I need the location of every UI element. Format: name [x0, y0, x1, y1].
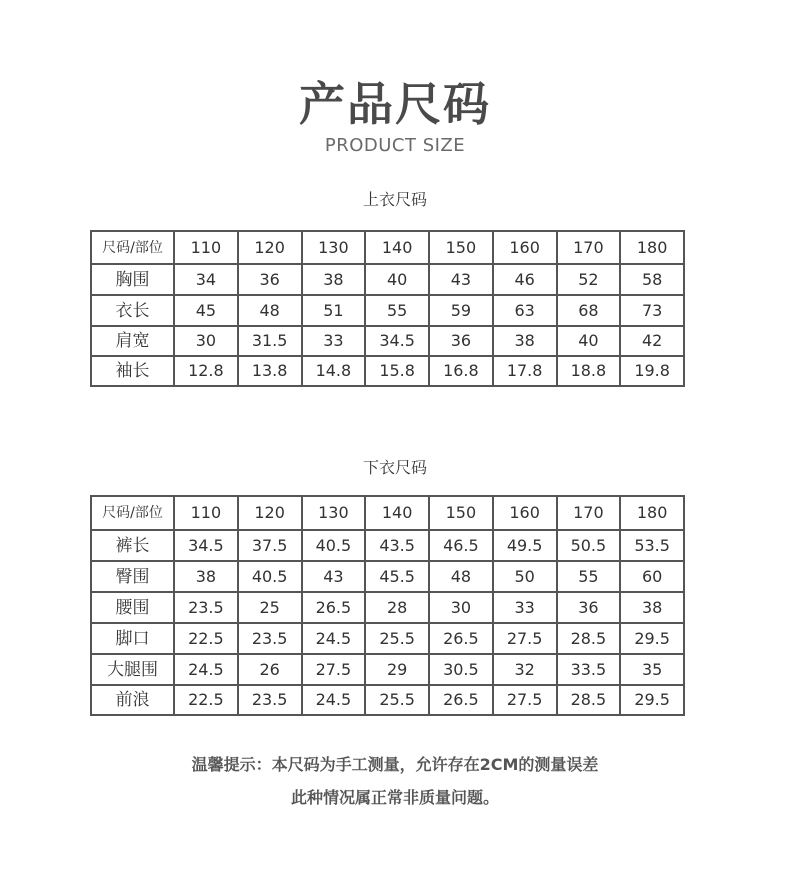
- row-label: 脚口: [91, 623, 174, 654]
- table-cell: 28: [365, 592, 429, 623]
- table-cell: 28.5: [557, 623, 621, 654]
- table-cell: 40: [365, 264, 429, 295]
- size-header-cell: 180: [620, 231, 684, 264]
- table-cell: 29.5: [620, 685, 684, 715]
- table-cell: 30.5: [429, 654, 493, 685]
- table-row: [91, 561, 684, 592]
- size-header-cell: 120: [238, 231, 302, 264]
- table-row: [91, 326, 684, 356]
- table-cell: 34: [174, 264, 238, 295]
- table-row: [91, 654, 684, 685]
- size-header-cell: 140: [365, 496, 429, 530]
- table-cell: 51: [302, 295, 366, 326]
- table-cell: 19.8: [620, 356, 684, 386]
- corner-cell: 尺码/部位: [91, 496, 174, 530]
- note-line-1: 温馨提示：本尺码为手工测量，允许存在2CM的测量误差: [191, 755, 599, 774]
- table-cell: 53.5: [620, 530, 684, 561]
- table-cell: 48: [238, 295, 302, 326]
- table-row: [91, 530, 684, 561]
- table-cell: 34.5: [365, 326, 429, 356]
- table-cell: 24.5: [302, 685, 366, 715]
- table-cell: 34.5: [174, 530, 238, 561]
- table-cell: 55: [557, 561, 621, 592]
- table-cell: 59: [429, 295, 493, 326]
- table-cell: 68: [557, 295, 621, 326]
- table-cell: 23.5: [174, 592, 238, 623]
- tops-section-title: 上衣尺码: [362, 190, 427, 209]
- table-cell: 45.5: [365, 561, 429, 592]
- table-cell: 29.5: [620, 623, 684, 654]
- table-cell: 37.5: [238, 530, 302, 561]
- table-cell: 33.5: [557, 654, 621, 685]
- table-cell: 50.5: [557, 530, 621, 561]
- table-cell: 23.5: [238, 685, 302, 715]
- table-cell: 27.5: [493, 685, 557, 715]
- table-cell: 13.8: [238, 356, 302, 386]
- table-cell: 45: [174, 295, 238, 326]
- table-row: [91, 685, 684, 715]
- note-line-2: 此种情况属正常非质量问题。: [290, 788, 499, 807]
- table-cell: 27.5: [302, 654, 366, 685]
- table-cell: 42: [620, 326, 684, 356]
- table-row: [91, 295, 684, 326]
- table-row: [91, 623, 684, 654]
- table-cell: 52: [557, 264, 621, 295]
- size-header-cell: 120: [238, 496, 302, 530]
- table-cell: 16.8: [429, 356, 493, 386]
- table-cell: 38: [174, 561, 238, 592]
- page-subtitle: PRODUCT SIZE: [324, 135, 466, 156]
- table-cell: 17.8: [493, 356, 557, 386]
- table-cell: 36: [557, 592, 621, 623]
- row-label: 袖长: [91, 356, 174, 386]
- table-cell: 50: [493, 561, 557, 592]
- table-cell: 43.5: [365, 530, 429, 561]
- bottoms-size-table: [90, 495, 685, 716]
- table-cell: 22.5: [174, 623, 238, 654]
- table-cell: 43: [429, 264, 493, 295]
- table-row: [91, 356, 684, 386]
- table-cell: 33: [302, 326, 366, 356]
- row-label: 臀围: [91, 561, 174, 592]
- table-cell: 35: [620, 654, 684, 685]
- row-label: 胸围: [91, 264, 174, 295]
- table-cell: 46.5: [429, 530, 493, 561]
- table-cell: 73: [620, 295, 684, 326]
- table-cell: 43: [302, 561, 366, 592]
- table-cell: 49.5: [493, 530, 557, 561]
- table-cell: 55: [365, 295, 429, 326]
- table-cell: 24.5: [174, 654, 238, 685]
- table-cell: 60: [620, 561, 684, 592]
- size-header-cell: 110: [174, 496, 238, 530]
- table-cell: 48: [429, 561, 493, 592]
- size-header-cell: 150: [429, 496, 493, 530]
- table-cell: 63: [493, 295, 557, 326]
- table-cell: 22.5: [174, 685, 238, 715]
- table-cell: 25.5: [365, 685, 429, 715]
- row-label: 大腿围: [91, 654, 174, 685]
- table-cell: 28.5: [557, 685, 621, 715]
- tops-size-table: [90, 230, 685, 387]
- table-cell: 18.8: [557, 356, 621, 386]
- table-cell: 26.5: [429, 623, 493, 654]
- table-cell: 38: [302, 264, 366, 295]
- table-cell: 26.5: [429, 685, 493, 715]
- table-cell: 27.5: [493, 623, 557, 654]
- size-header-cell: 180: [620, 496, 684, 530]
- bottoms-section-title: 下衣尺码: [362, 458, 427, 477]
- table-cell: 14.8: [302, 356, 366, 386]
- table-cell: 36: [238, 264, 302, 295]
- size-header-cell: 160: [493, 496, 557, 530]
- table-cell: 25.5: [365, 623, 429, 654]
- table-cell: 30: [429, 592, 493, 623]
- page-title: 产品尺码: [299, 77, 491, 131]
- size-header-cell: 170: [557, 231, 621, 264]
- table-cell: 26: [238, 654, 302, 685]
- table-cell: 26.5: [302, 592, 366, 623]
- table-cell: 32: [493, 654, 557, 685]
- table-cell: 36: [429, 326, 493, 356]
- row-label: 前浪: [91, 685, 174, 715]
- size-header-cell: 110: [174, 231, 238, 264]
- table-cell: 40: [557, 326, 621, 356]
- table-header-row: [91, 496, 684, 530]
- table-row: [91, 592, 684, 623]
- size-header-cell: 160: [493, 231, 557, 264]
- table-cell: 23.5: [238, 623, 302, 654]
- table-cell: 30: [174, 326, 238, 356]
- table-cell: 46: [493, 264, 557, 295]
- table-cell: 40.5: [302, 530, 366, 561]
- table-cell: 38: [493, 326, 557, 356]
- table-cell: 58: [620, 264, 684, 295]
- row-label: 衣长: [91, 295, 174, 326]
- table-row: [91, 264, 684, 295]
- row-label: 裤长: [91, 530, 174, 561]
- size-header-cell: 150: [429, 231, 493, 264]
- table-cell: 24.5: [302, 623, 366, 654]
- table-cell: 12.8: [174, 356, 238, 386]
- corner-cell: 尺码/部位: [91, 231, 174, 264]
- table-cell: 25: [238, 592, 302, 623]
- size-header-cell: 130: [302, 496, 366, 530]
- row-label: 腰围: [91, 592, 174, 623]
- table-header-row: [91, 231, 684, 264]
- size-header-cell: 170: [557, 496, 621, 530]
- table-cell: 40.5: [238, 561, 302, 592]
- table-cell: 38: [620, 592, 684, 623]
- row-label: 肩宽: [91, 326, 174, 356]
- table-cell: 15.8: [365, 356, 429, 386]
- table-cell: 29: [365, 654, 429, 685]
- size-header-cell: 140: [365, 231, 429, 264]
- table-cell: 31.5: [238, 326, 302, 356]
- size-header-cell: 130: [302, 231, 366, 264]
- table-cell: 33: [493, 592, 557, 623]
